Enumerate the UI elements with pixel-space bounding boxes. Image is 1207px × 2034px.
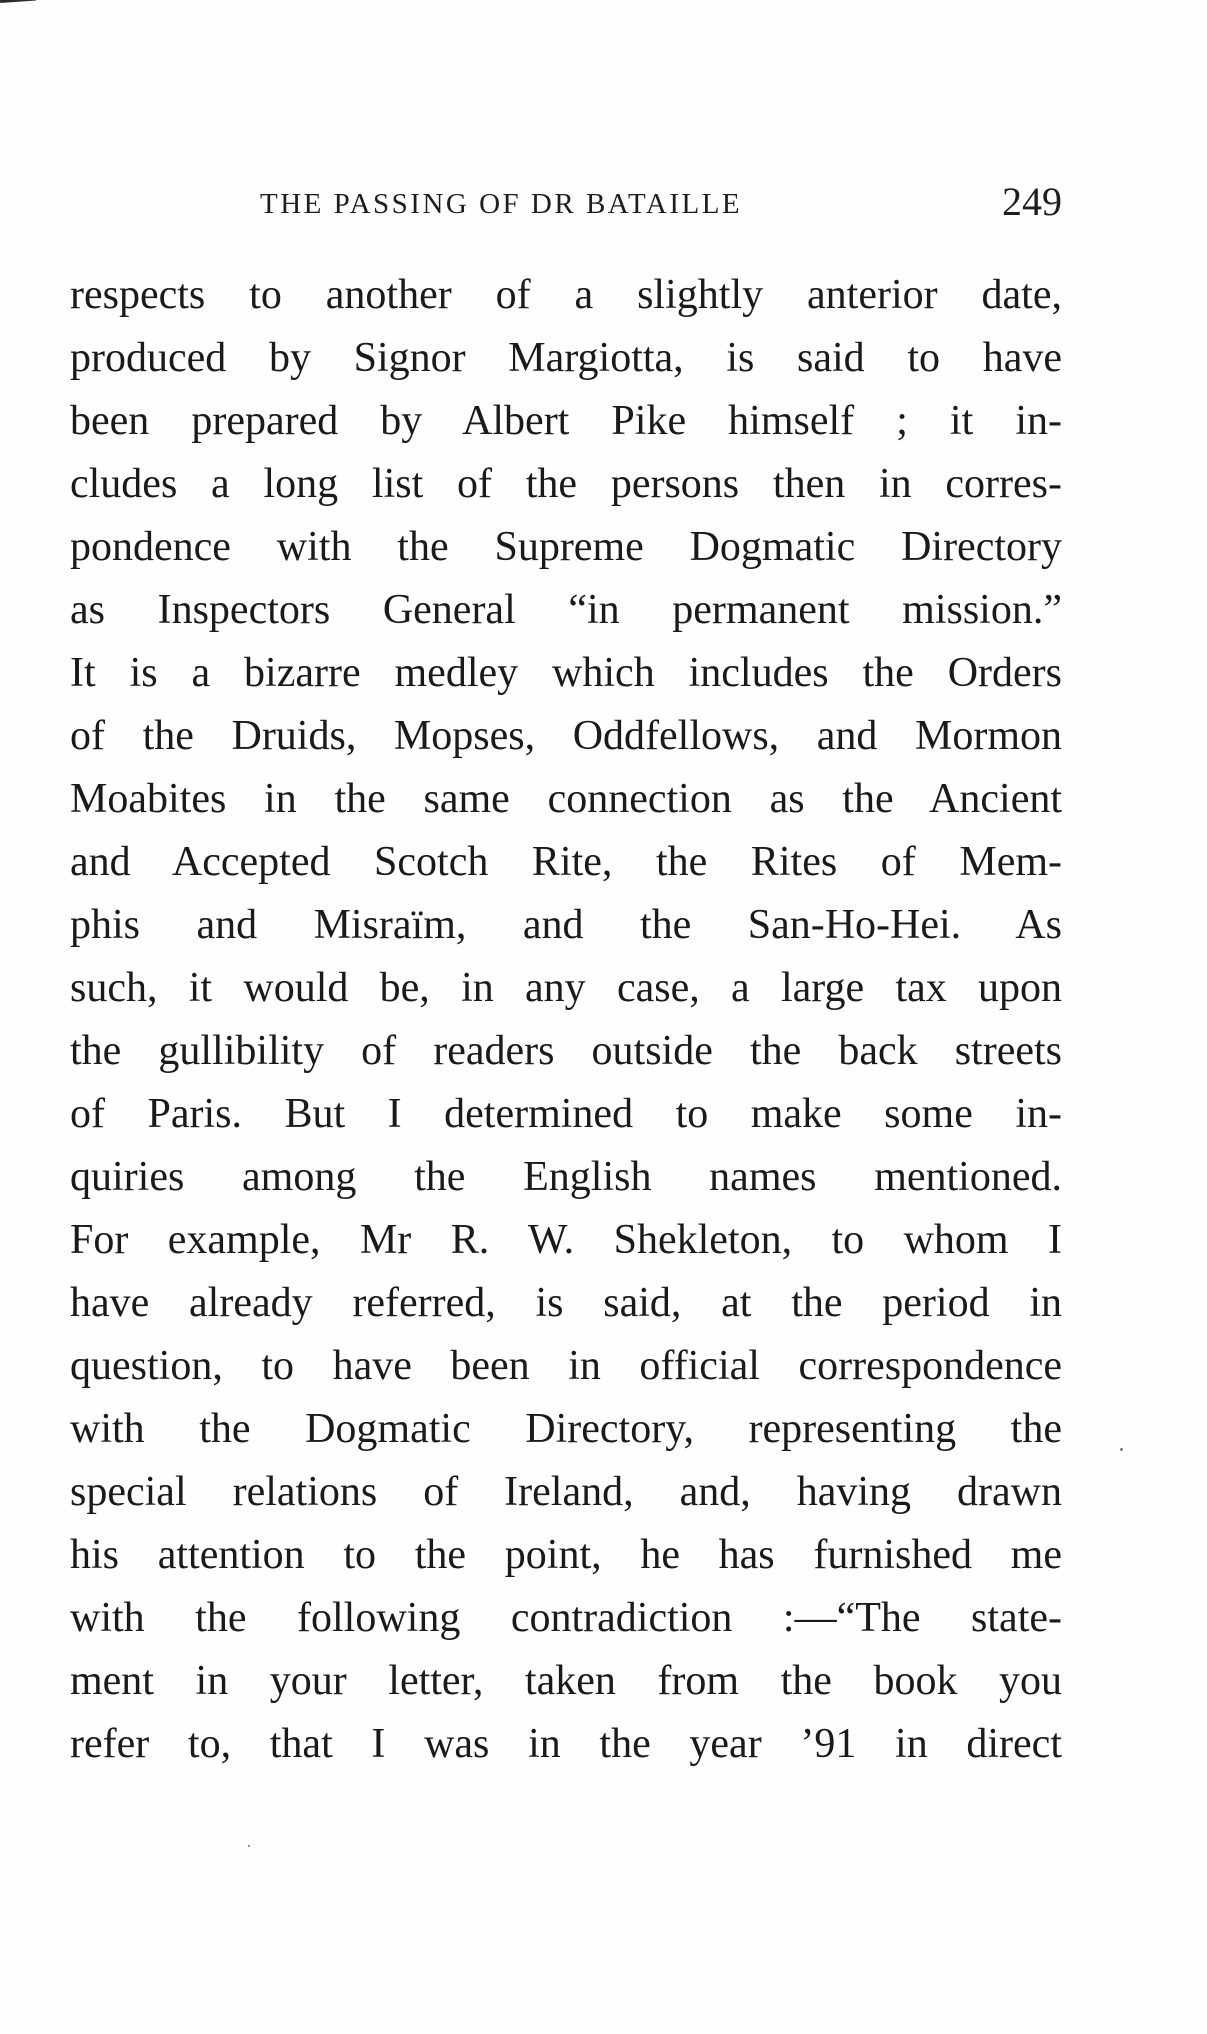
text-line: It is a bizarre medley which includes the Orders — [70, 650, 1062, 696]
text-line: and Accepted Scotch Rite, the Rites of Mem- — [70, 839, 1062, 885]
text-line: cludes a long list of the persons then in corres- — [70, 461, 1062, 507]
text-line: refer to, that I was in the year ’91 in direct — [70, 1721, 1062, 1767]
text-line: For example, Mr R. W. Shekleton, to whom I — [70, 1217, 1062, 1263]
text-line: the gullibility of readers outside the back streets — [70, 1028, 1062, 1074]
text-line: with the following contradiction :—“The state- — [70, 1595, 1062, 1641]
text-line: produced by Signor Margiotta, is said to have — [70, 335, 1062, 381]
scan-corner-mark — [0, 0, 36, 3]
text-line: respects to another of a slightly anterior date, — [70, 272, 1062, 318]
text-line: special relations of Ireland, and, having drawn — [70, 1469, 1062, 1515]
text-line: phis and Misraïm, and the San-Ho-Hei. As — [70, 902, 1062, 948]
text-line: as Inspectors General “in permanent mission.” — [70, 587, 1062, 633]
text-line: been prepared by Albert Pike himself ; it in- — [70, 398, 1062, 444]
text-line: of the Druids, Mopses, Oddfellows, and Mormon — [70, 713, 1062, 759]
scan-speck — [1120, 1448, 1123, 1451]
text-line: his attention to the point, he has furnished me — [70, 1532, 1062, 1578]
text-line: of Paris. But I determined to make some in- — [70, 1091, 1062, 1137]
text-line: such, it would be, in any case, a large tax upon — [70, 965, 1062, 1011]
text-line: pondence with the Supreme Dogmatic Directory — [70, 524, 1062, 570]
text-line: quiries among the English names mentioned. — [70, 1154, 1062, 1200]
running-head — [70, 178, 1062, 238]
text-line: Moabites in the same connection as the Ancient — [70, 776, 1062, 822]
running-title: THE PASSING OF DR BATAILLE — [260, 188, 743, 220]
body-text — [70, 264, 1062, 1776]
text-line: have already referred, is said, at the period in — [70, 1280, 1062, 1326]
text-line: with the Dogmatic Directory, representing the — [70, 1406, 1062, 1452]
text-line: ment in your letter, taken from the book you — [70, 1658, 1062, 1704]
page-number: 249 — [1002, 179, 1062, 224]
text-line: question, to have been in official correspondence — [70, 1343, 1062, 1389]
scan-speck — [248, 1845, 250, 1847]
